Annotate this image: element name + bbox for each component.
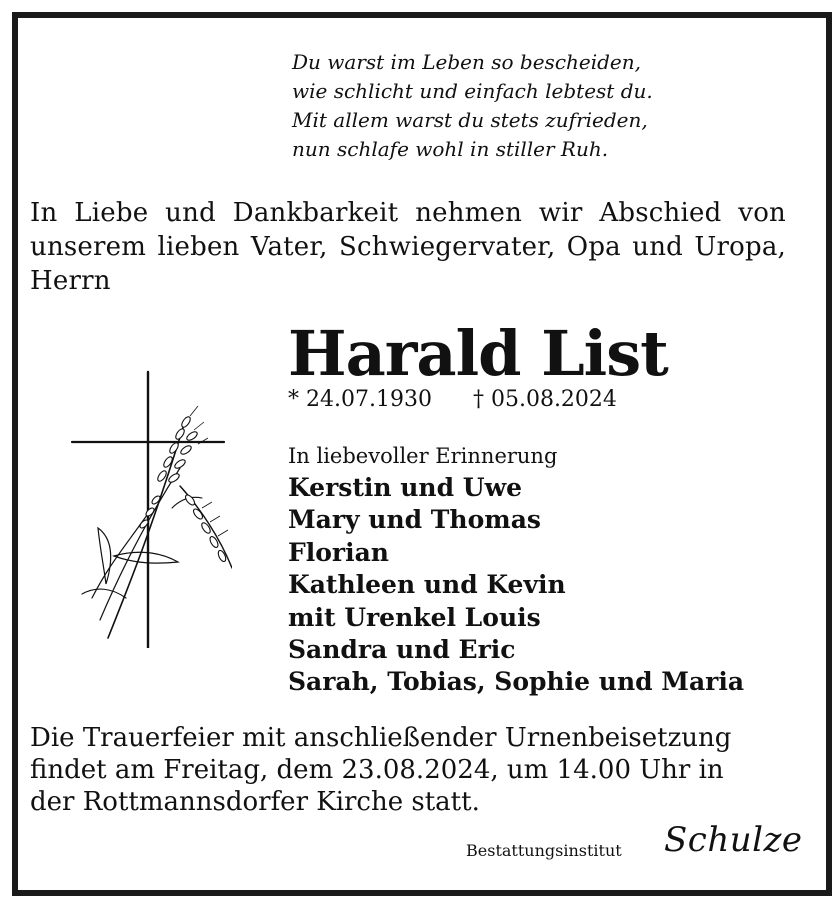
poem-line: Du warst im Leben so bescheiden, [292,50,642,74]
mourner-name: Mary und Thomas [288,505,541,535]
memorial-poem [292,48,653,164]
mourner-name: Florian [288,537,389,567]
poem-line: nun schlafe wohl in stiller Ruh. [292,137,609,161]
mourner-name: Kerstin und Uwe [288,473,523,502]
mourner-name: Sarah, Tobias, Sophie und Maria [288,667,745,697]
intro-text: In Liebe und Dankbarkeit nehmen wir Abschied von unserem lieben Vater, Schwiegervater, Opa und Uropa, Herrn [30,198,786,296]
life-dates [288,386,617,414]
undertaker-signature: Schulze [664,820,803,860]
ceremony-line: der Rottmannsdorfer Kirche statt. [30,787,480,817]
mourners-heading: In liebevoller Erinnerung [288,444,558,468]
death-date: † 05.08.2024 [472,387,617,412]
mourners-list [288,472,744,699]
mourner-name: Kathleen und Kevin [288,570,566,600]
cross-with-wheat-icon [52,358,232,648]
ceremony-line: findet am Freitag, dem 23.08.2024, um 14.00 Uhr in [30,755,724,785]
deceased-name: Harald List [288,317,668,390]
ceremony-line: Die Trauerfeier mit anschließender Urnenbeisetzung [30,723,732,753]
poem-line: wie schlicht und einfach lebtest du. [292,79,653,103]
ceremony-notice [30,722,770,818]
birth-date: * 24.07.1930 [288,387,432,412]
mourner-name: mit Urenkel Louis [288,602,541,632]
poem-line: Mit allem warst du stets zufrieden, [292,108,648,132]
mourner-name: Sandra und Eric [288,635,516,665]
undertaker-label: Bestattungsinstitut [466,841,622,860]
